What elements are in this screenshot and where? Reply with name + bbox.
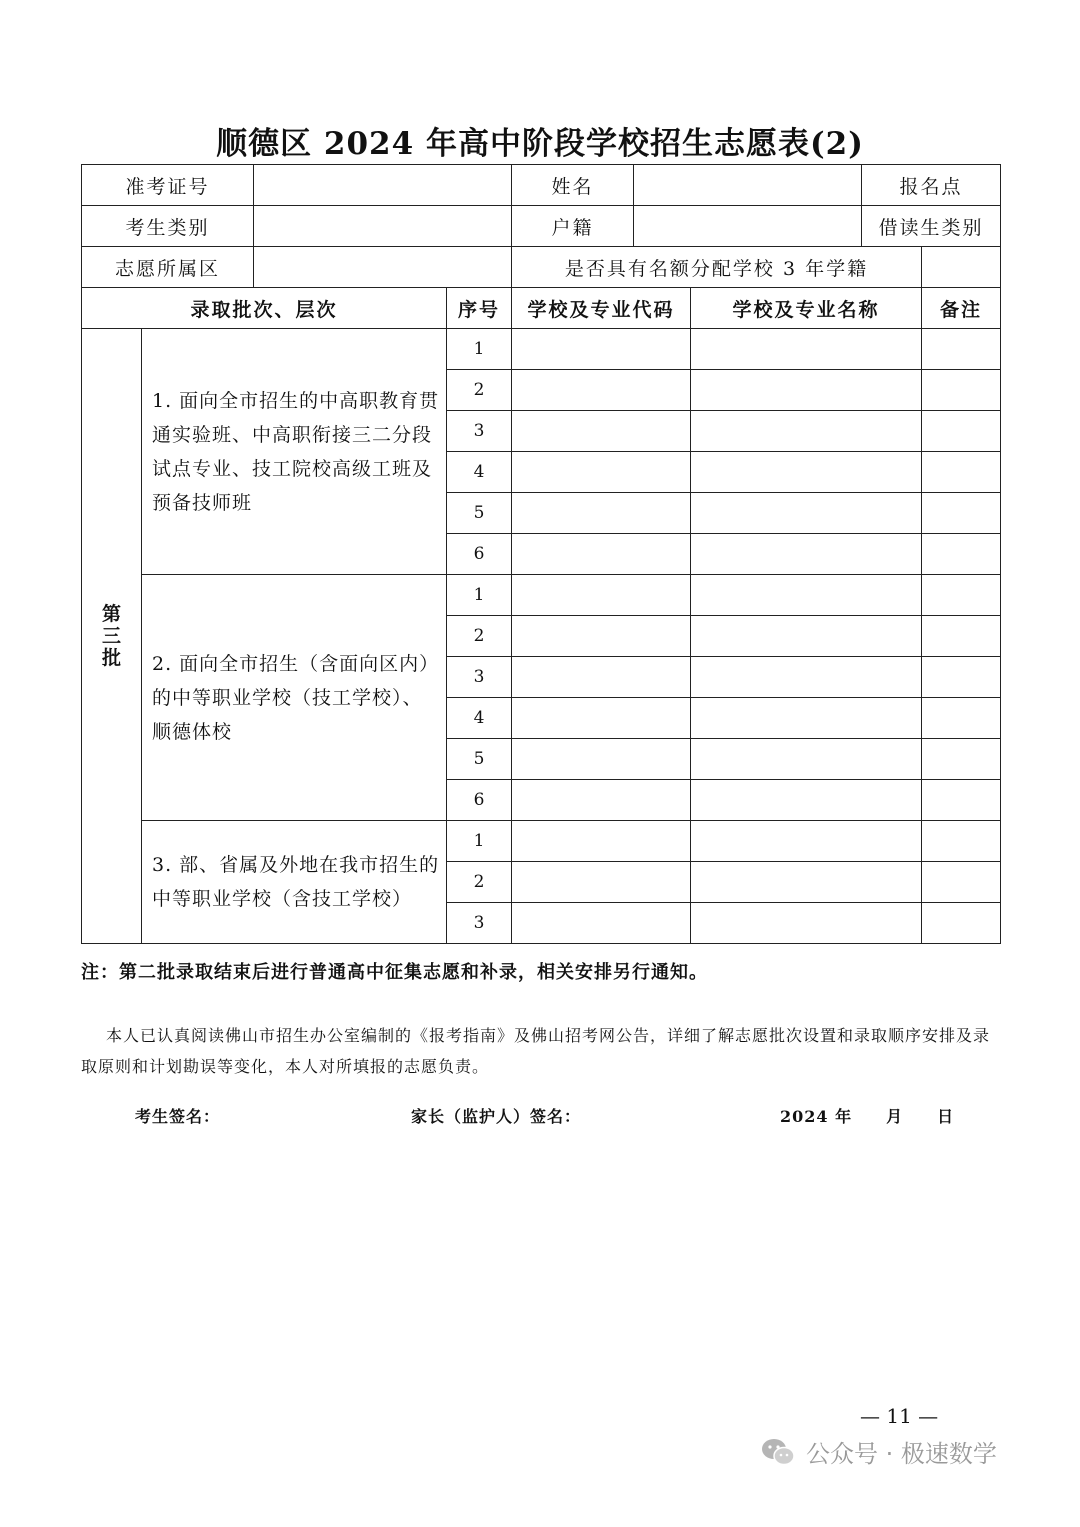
wechat-icon xyxy=(760,1437,796,1467)
name-label: 姓名 xyxy=(512,165,634,206)
table-row xyxy=(82,821,1001,862)
application-form-table xyxy=(81,164,1001,944)
code-cell[interactable] xyxy=(512,657,691,698)
watermark-text: 公众号 · 极速数学 xyxy=(806,1440,997,1468)
school-name-cell[interactable] xyxy=(691,903,922,944)
remark-cell[interactable] xyxy=(922,903,1001,944)
seq-cell: 5 xyxy=(447,493,512,534)
code-cell[interactable] xyxy=(512,780,691,821)
seq-cell: 3 xyxy=(447,657,512,698)
seq-cell: 4 xyxy=(447,452,512,493)
batch-char: 第 xyxy=(101,603,121,625)
seq-cell: 2 xyxy=(447,862,512,903)
code-cell[interactable] xyxy=(512,903,691,944)
code-cell[interactable] xyxy=(512,616,691,657)
table-row xyxy=(82,329,1001,370)
info-row-3 xyxy=(82,247,1001,288)
school-name-cell[interactable] xyxy=(691,329,922,370)
name-field[interactable] xyxy=(634,165,862,206)
district-label: 志愿所属区 xyxy=(82,247,254,288)
seq-cell: 1 xyxy=(447,821,512,862)
table-row xyxy=(82,575,1001,616)
remark-cell[interactable] xyxy=(922,493,1001,534)
remark-cell[interactable] xyxy=(922,575,1001,616)
info-row-2 xyxy=(82,206,1001,247)
parent-signature-label: 家长（监护人）签名： xyxy=(411,1107,582,1126)
seq-cell: 3 xyxy=(447,411,512,452)
exam-id-label: 准考证号 xyxy=(82,165,254,206)
code-cell[interactable] xyxy=(512,534,691,575)
code-cell[interactable] xyxy=(512,452,691,493)
seq-cell: 2 xyxy=(447,370,512,411)
remark-cell[interactable] xyxy=(922,739,1001,780)
batch-char: 三 xyxy=(101,625,121,647)
header-school-name: 学校及专业名称 xyxy=(691,288,922,329)
header-seq: 序号 xyxy=(447,288,512,329)
remark-cell[interactable] xyxy=(922,657,1001,698)
remark-cell[interactable] xyxy=(922,780,1001,821)
code-cell[interactable] xyxy=(512,821,691,862)
form-note: 注：第二批录取结束后进行普通高中征集志愿和补录，相关安排另行通知。 xyxy=(81,962,708,983)
category-field[interactable] xyxy=(254,206,512,247)
school-name-cell[interactable] xyxy=(691,780,922,821)
code-cell[interactable] xyxy=(512,370,691,411)
seq-cell: 3 xyxy=(447,903,512,944)
declaration-text: 本人已认真阅读佛山市招生办公室编制的《报考指南》及佛山招考网公告，详细了解志愿批次设置和录取顺序安排及录取原则和计划勘误等变化，本人对所填报的志愿负责。 xyxy=(81,1026,991,1076)
code-cell[interactable] xyxy=(512,698,691,739)
header-remark: 备注 xyxy=(922,288,1001,329)
page-title: 顺德区 2024 年高中阶段学校招生志愿表(2) xyxy=(216,126,864,162)
school-name-cell[interactable] xyxy=(691,575,922,616)
seq-cell: 6 xyxy=(447,534,512,575)
seq-cell: 6 xyxy=(447,780,512,821)
category-label: 考生类别 xyxy=(82,206,254,247)
remark-cell[interactable] xyxy=(922,452,1001,493)
info-row-1 xyxy=(82,165,1001,206)
reg-point-label: 报名点 xyxy=(862,165,1001,206)
signature-date: 2024 年 月 日 xyxy=(780,1107,955,1126)
hukou-label: 户籍 xyxy=(512,206,634,247)
school-name-cell[interactable] xyxy=(691,657,922,698)
school-name-cell[interactable] xyxy=(691,698,922,739)
seq-cell: 1 xyxy=(447,575,512,616)
borrow-label: 借读生类别 xyxy=(862,206,1001,247)
remark-cell[interactable] xyxy=(922,698,1001,739)
seq-cell: 4 xyxy=(447,698,512,739)
batch-label xyxy=(82,329,142,944)
category-2-label: 2. 面向全市招生（含面向区内）的中等职业学校（技工学校）、顺德体校 xyxy=(142,575,447,821)
district-field[interactable] xyxy=(254,247,512,288)
school-name-cell[interactable] xyxy=(691,370,922,411)
code-cell[interactable] xyxy=(512,329,691,370)
code-cell[interactable] xyxy=(512,862,691,903)
code-cell[interactable] xyxy=(512,493,691,534)
school-name-cell[interactable] xyxy=(691,493,922,534)
school-name-cell[interactable] xyxy=(691,821,922,862)
remark-cell[interactable] xyxy=(922,329,1001,370)
remark-cell[interactable] xyxy=(922,534,1001,575)
school-name-cell[interactable] xyxy=(691,452,922,493)
quota-field[interactable] xyxy=(922,247,1001,288)
seq-cell: 1 xyxy=(447,329,512,370)
header-batch-level: 录取批次、层次 xyxy=(82,288,447,329)
school-name-cell[interactable] xyxy=(691,616,922,657)
quota-label: 是否具有名额分配学校 3 年学籍 xyxy=(512,247,922,288)
code-cell[interactable] xyxy=(512,411,691,452)
remark-cell[interactable] xyxy=(922,821,1001,862)
table-header-row xyxy=(82,288,1001,329)
seq-cell: 2 xyxy=(447,616,512,657)
seq-cell: 5 xyxy=(447,739,512,780)
batch-char: 批 xyxy=(101,647,121,669)
student-signature-label: 考生签名： xyxy=(135,1107,221,1126)
remark-cell[interactable] xyxy=(922,370,1001,411)
school-name-cell[interactable] xyxy=(691,534,922,575)
category-1-label: 1. 面向全市招生的中高职教育贯通实验班、中高职衔接三二分段试点专业、技工院校高级工班及预备技师班 xyxy=(142,329,447,575)
code-cell[interactable] xyxy=(512,739,691,780)
page-number: — 11 — xyxy=(860,1404,939,1428)
remark-cell[interactable] xyxy=(922,616,1001,657)
category-3-label: 3. 部、省属及外地在我市招生的中等职业学校（含技工学校） xyxy=(142,821,447,944)
school-name-cell[interactable] xyxy=(691,411,922,452)
code-cell[interactable] xyxy=(512,575,691,616)
remark-cell[interactable] xyxy=(922,862,1001,903)
header-code: 学校及专业代码 xyxy=(512,288,691,329)
hukou-field[interactable] xyxy=(634,206,862,247)
remark-cell[interactable] xyxy=(922,411,1001,452)
school-name-cell[interactable] xyxy=(691,739,922,780)
school-name-cell[interactable] xyxy=(691,862,922,903)
watermark xyxy=(760,1434,997,1469)
exam-id-field[interactable] xyxy=(254,165,512,206)
